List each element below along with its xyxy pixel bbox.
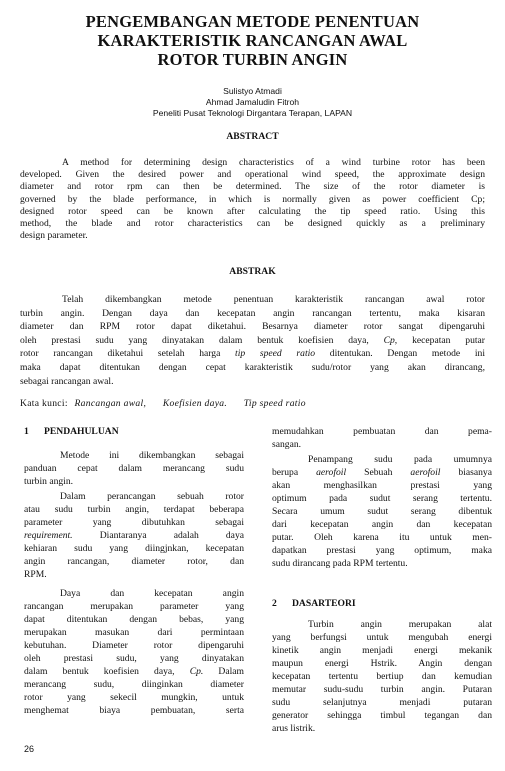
- right-column-section-2: [272, 618, 492, 741]
- abstract-heading: ABSTRACT: [226, 131, 279, 142]
- title-line-1: PENGEMBANGAN METODE PENENTUAN: [85, 12, 420, 31]
- text-line: kinetik angin menjadi energi mekanik: [272, 645, 492, 656]
- page-number: 26: [24, 744, 35, 754]
- aerofoil-term: aerofoil: [410, 467, 441, 478]
- text-line: Metode ini dikembangkan sebagai: [60, 450, 244, 461]
- text-line: rotor yang sekecil mungkin, untuk: [24, 692, 244, 703]
- text-line: kehiaran sudu yang diingjnkan, kecepatan: [24, 543, 244, 554]
- abstrak-cp-term: Cp,: [383, 334, 398, 346]
- abstract-line: developed. Given the desired power and operational wind speed, the approximate design: [20, 169, 485, 181]
- abstract-line: diameter and rotor rpm can then be determined. The size of the rotor diameter is: [20, 181, 485, 193]
- section-2-heading: [272, 598, 356, 609]
- text-line: optimum pada sudut serang tertentu.: [272, 493, 492, 504]
- abstrak-line: [20, 334, 485, 348]
- text-line: sangan.: [272, 439, 302, 450]
- text-line: sudu dirancang pada RPM tertentu.: [272, 558, 408, 569]
- text-line: sudu selanjutnya menjadi putaran: [272, 697, 492, 708]
- text-line: putar. Oleh karena itu untuk men-: [272, 532, 492, 543]
- abstract-line: designed rotor speed can be known after calculating the tip speed ratio. Using this: [20, 205, 485, 217]
- abstract-body: [20, 157, 485, 242]
- text-line: oleh prestasi sudu, yang dinyatakan: [24, 653, 244, 664]
- text-line: generator sehingga timbul tegangan dan: [272, 710, 492, 721]
- text-line: Daya dan kecepatan angin: [60, 588, 244, 599]
- text-segment: dalam bentuk koefisien daya,: [24, 666, 175, 677]
- section-number: 1: [24, 426, 29, 437]
- title-line-3: ROTOR TURBIN ANGIN: [157, 50, 348, 69]
- author-affiliation: Peneliti Pusat Teknologi Dirgantara Terapan, LAPAN: [152, 108, 353, 118]
- author-name-2: Ahmad Jamaludin Fitroh: [205, 97, 300, 107]
- text-line: [24, 529, 244, 542]
- aerofoil-term: aerofoil: [316, 467, 347, 478]
- keywords-line: [20, 398, 485, 409]
- paragraph: [24, 490, 244, 581]
- paragraph: [24, 449, 244, 488]
- abstrak-text: oleh prestasi sudu yang dinyatakan dalam bentuk koefisien daya,: [20, 334, 369, 346]
- abstrak-text: rotor rancangan diketahui setelah harga: [20, 348, 221, 360]
- paper-title: [30, 12, 475, 69]
- paragraph: [272, 618, 492, 735]
- text-segment: Diantaranya adalah daya: [99, 530, 244, 541]
- text-segment: Sebuah: [364, 467, 393, 478]
- abstrak-line: Telah dikembangkan metode penentuan karakteristik rancangan awal rotor: [62, 294, 485, 305]
- text-line: maupun energi Hstrik. Angin dengan: [272, 658, 492, 669]
- text-line: panduan cepat dalam merancang sudu: [24, 463, 244, 474]
- abstrak-text: kecepatan putar: [412, 334, 485, 346]
- text-line: merancang sudu, diinginkan diameter: [24, 679, 244, 690]
- abstrak-tsr-term: tip speed ratio: [235, 348, 316, 360]
- text-line: Dalam perancangan sebuah rotor: [60, 491, 244, 502]
- abstrak-line: turbin angin. Dengan daya dan kecepatan angin rancangan tertentu, maka kisaran: [20, 307, 485, 319]
- abstract-line: governed by the blade performance, in which is normally given as power coefficient Cp;: [20, 193, 485, 205]
- keyword-2: Koefisien daya.: [162, 398, 228, 409]
- abstrak-line: maka dapat ditentukan dengan cepat karakteristik sudu/rotor yang akan dirancang,: [20, 361, 485, 373]
- text-line: dapat ditentukan dengan bebas, yang: [24, 614, 244, 625]
- abstract-line: A method for determining design characteristics of a wind turbine rotor has been: [62, 157, 485, 168]
- author-name-1: Sulistyo Atmadi: [223, 86, 282, 96]
- abstract-line: method, the blade and rotor characteristics can be designed quickly as a preliminary: [20, 218, 485, 230]
- text-line: Secara umum sudut serang dibentuk: [272, 506, 492, 517]
- paragraph: [272, 425, 492, 451]
- keyword-3: Tip speed ratio: [243, 398, 306, 409]
- abstrak-line: sebagai rancangan awal.: [20, 375, 114, 387]
- abstrak-heading: ABSTRAK: [229, 266, 276, 277]
- text-line: memutar sudu-sudu turbin angin. Putaran: [272, 684, 492, 695]
- abstract-line: design parameter.: [20, 230, 88, 242]
- keyword-1: Rancangan awal,: [74, 398, 147, 409]
- right-column: [272, 425, 492, 576]
- section-title: PENDAHULUAN: [44, 426, 119, 437]
- text-line: turbin angin.: [24, 476, 74, 487]
- text-line: Turbin angin merupakan alat: [308, 619, 492, 630]
- text-line: akan menghasilkan prestasi yang: [272, 480, 492, 491]
- text-line: merupakan masukan dari permintaan: [24, 627, 244, 638]
- text-segment: Dalam: [218, 666, 244, 677]
- keywords-label: Kata kunci:: [20, 398, 68, 409]
- cp-term: Cp.: [189, 666, 204, 677]
- text-line: dapatkan prestasi yang optimum, maka: [272, 545, 492, 556]
- text-line: yang berfungsi untuk mengubah energi: [272, 632, 492, 643]
- text-line: rancangan merupakan parameter yang: [24, 601, 244, 612]
- abstrak-text: ditentukan. Dengan metode ini: [329, 348, 485, 360]
- paragraph: [24, 587, 244, 717]
- text-line: kebutuhan. Diameter rotor dipengaruhi: [24, 640, 244, 651]
- text-line: dari kecepatan angin dan kecepatan: [272, 519, 492, 530]
- abstrak-line: diameter dan RPM rotor dapat diketahui. Besarnya diameter rotor sangat dipengaruhi: [20, 321, 485, 333]
- text-line: menghemat biaya pembuatan, serta: [24, 705, 244, 716]
- text-segment: berupa: [272, 467, 299, 478]
- text-line: Penampang sudu pada umumnya: [308, 454, 492, 465]
- section-title: DASARTEORI: [292, 598, 356, 609]
- left-column: [24, 449, 244, 723]
- paragraph: [272, 453, 492, 570]
- text-line: angin rancangan, diameter rotor, dan: [24, 556, 244, 567]
- text-line: memudahkan pembuatan dan pema-: [272, 426, 492, 437]
- text-line: atau sudu turbin angin, terdapat beberapa: [24, 504, 244, 515]
- text-line: kecepatan tertentu bertiup dan kemudian: [272, 671, 492, 682]
- author-block: [30, 86, 475, 119]
- text-line: arus listrik.: [272, 723, 316, 734]
- section-number: 2: [272, 598, 277, 609]
- text-segment: biasanya: [458, 467, 492, 478]
- abstrak-line: [20, 347, 485, 361]
- text-line: [24, 665, 244, 678]
- abstrak-body: [20, 293, 485, 388]
- section-1-heading: [24, 426, 119, 437]
- text-line: parameter yang dibutuhkan sebagai: [24, 517, 244, 528]
- text-line: RPM.: [24, 569, 47, 580]
- requirement-term: requirement.: [24, 530, 73, 541]
- title-line-2: KARAKTERISTIK RANCANGAN AWAL: [97, 31, 408, 50]
- text-line: [272, 466, 492, 479]
